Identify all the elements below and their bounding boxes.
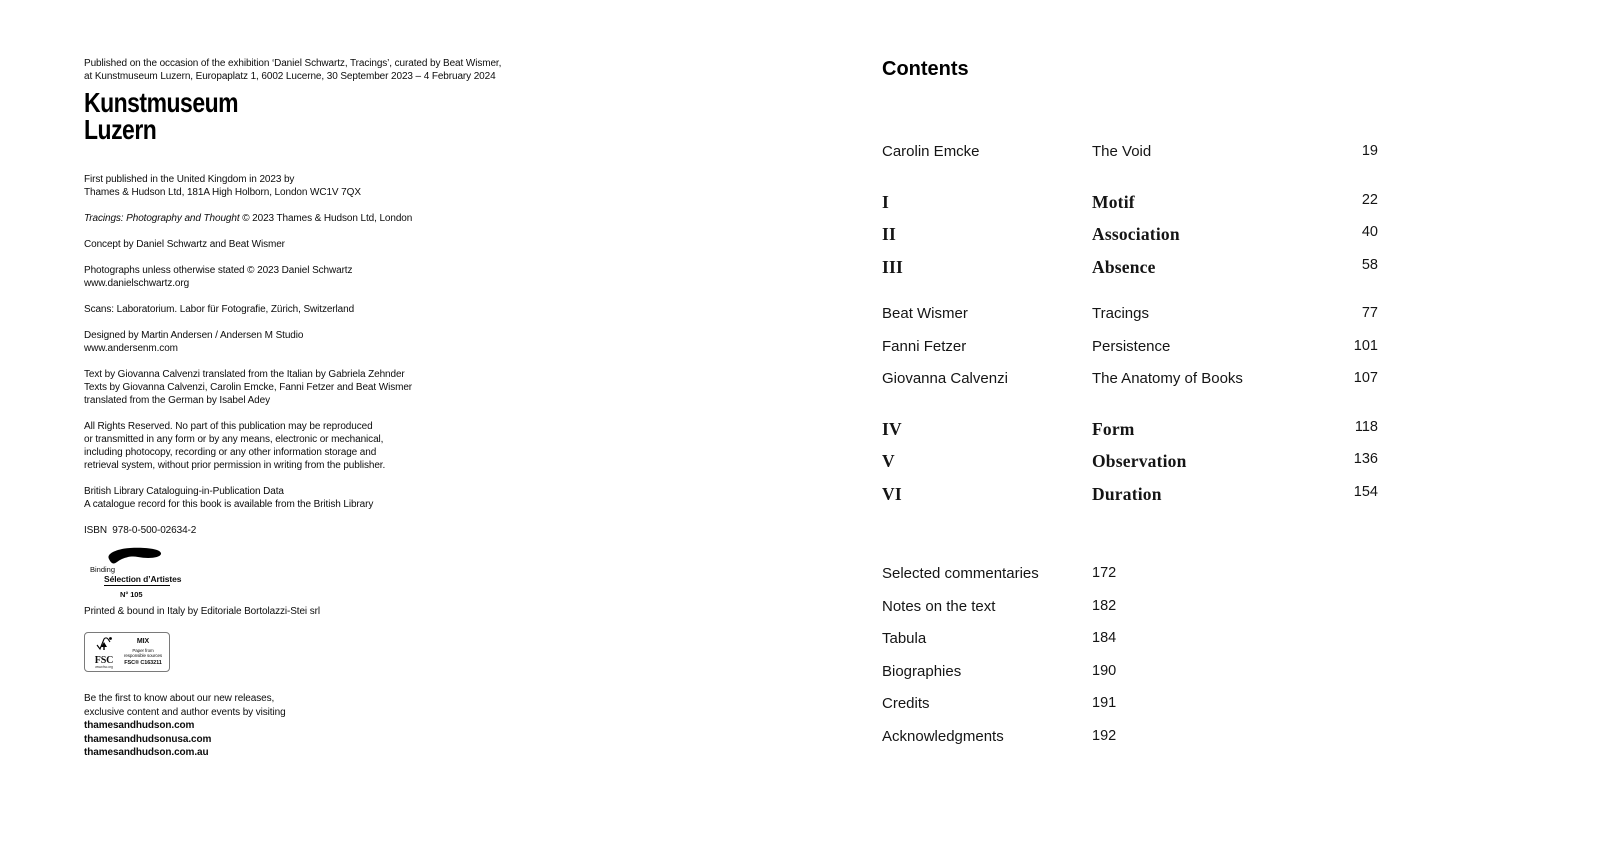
toc-end-row (882, 630, 1378, 663)
binding-name: Sélection d’Artistes (104, 574, 182, 584)
isbn-line: ISBN 978-0-500-02634-2 (84, 525, 197, 536)
fsc-code: FSC® C163211 (124, 659, 162, 666)
toc-page-number: 192 (1092, 727, 1117, 744)
printed-line: Printed & bound in Italy by Editoriale Bortolazzi-Stei srl (84, 606, 320, 617)
designer-url: www.andersenm.com (84, 343, 178, 354)
toc-end-label: Credits (882, 695, 930, 712)
toc-end-row (882, 663, 1378, 696)
fsc-site: www.fsc.org (95, 664, 113, 669)
translation-line3: translated from the German by Isabel Adey (84, 395, 270, 406)
toc-end-label: Biographies (882, 662, 962, 680)
toc-roman-numeral: I (882, 191, 890, 212)
binding-label: Binding (90, 565, 116, 574)
toc-row (882, 224, 1378, 257)
toc-page-number: 77 (1361, 305, 1378, 321)
toc-end-label: Notes on the text (882, 597, 996, 615)
toc-end-label: Selected commentaries (882, 565, 1039, 582)
contents-page (882, 58, 1378, 760)
rights-block (84, 420, 504, 472)
exhibition-note-line1: Published on the occasion of the exhibition ‘Daniel Schwartz, Tracings’, curated by Beat Wismer, (84, 58, 502, 69)
toc-author: Fanni Fetzer (882, 337, 967, 355)
toc-page-number: 190 (1092, 662, 1117, 679)
promo-line2: exclusive content and author events by visiting (84, 706, 286, 718)
toc-chapter-title: Motif (1092, 191, 1135, 212)
fsc-certification-label (84, 632, 170, 672)
toc-page-number: 101 (1353, 337, 1378, 354)
translation-block (84, 368, 504, 407)
exhibition-note (84, 57, 504, 83)
toc-roman-numeral: VI (882, 483, 902, 504)
toc-end-row (882, 565, 1378, 598)
british-library-line2: A catalogue record for this book is available from the British Library (84, 499, 374, 510)
toc-author: Beat Wismer (882, 305, 968, 322)
toc-row (882, 257, 1378, 290)
toc-page-number: 154 (1353, 483, 1378, 500)
toc-page-number: 184 (1092, 630, 1117, 646)
toc-chapter-title: Absence (1092, 256, 1156, 277)
toc-chapter-title: Tracings (1092, 305, 1149, 322)
fsc-paper-line2: responsible sources (123, 652, 163, 658)
photographs-line1: Photographs unless otherwise stated © 2023 Daniel Schwartz (84, 265, 353, 276)
british-library-line1: British Library Cataloguing-in-Publication Data (84, 486, 284, 497)
logo-line2: Luzern (84, 114, 157, 145)
design-line1: Designed by Martin Andersen / Andersen M Studio (84, 330, 304, 341)
kunstmuseum-luzern-logo (84, 89, 428, 143)
design-block (84, 329, 504, 355)
logo-line1: Kunstmuseum (84, 87, 239, 118)
promo-url-au: thamesandhudson.com.au (84, 747, 209, 758)
toc-page-number: 40 (1361, 224, 1378, 240)
toc-roman-numeral: IV (882, 418, 902, 439)
binding-number: N° 105 (120, 590, 143, 599)
toc-end-row (882, 598, 1378, 631)
photographs-block (84, 264, 504, 290)
toc-row (882, 192, 1378, 225)
concept-line: Concept by Daniel Schwartz and Beat Wismer (84, 239, 285, 250)
publisher-line2: Thames & Hudson Ltd, 181A High Holborn, London WC1V 7QX (84, 187, 361, 198)
colophon-page (84, 57, 504, 773)
toc-row (882, 143, 1378, 176)
table-of-contents (882, 143, 1378, 760)
toc-chapter-title: Duration (1092, 483, 1162, 504)
book-title-copyright (84, 212, 504, 225)
translation-line1: Text by Giovanna Calvenzi translated from the Italian by Gabriela Zehnder (84, 369, 405, 380)
toc-page-number: 191 (1092, 695, 1117, 711)
toc-chapter-title: Observation (1092, 451, 1187, 471)
fsc-tree-icon (95, 636, 113, 653)
toc-chapter-title: The Void (1092, 143, 1152, 160)
rights-line1: All Rights Reserved. No part of this publication may be reproduced (84, 421, 373, 432)
toc-end-label: Acknowledgments (882, 727, 1004, 745)
fsc-paper-line1: Paper from (132, 647, 154, 653)
toc-end-row (882, 695, 1378, 728)
toc-row (882, 305, 1378, 338)
publisher-line1: First published in the United Kingdom in 2023 by (84, 174, 295, 185)
fsc-acronym: FSC (94, 654, 114, 666)
promo-line1: Be the first to know about our new releases, (84, 693, 275, 704)
toc-chapter-title: Form (1092, 418, 1135, 439)
scans-line: Scans: Laboratorium. Labor für Fotografie, Zürich, Switzerland (84, 304, 355, 315)
toc-author: Carolin Emcke (882, 143, 980, 160)
book-copyright: © 2023 Thames & Hudson Ltd, London (239, 213, 413, 224)
promo-url-usa: thamesandhudsonusa.com (84, 733, 212, 745)
toc-chapter-title: The Anatomy of Books (1092, 370, 1243, 387)
toc-page-number: 172 (1092, 565, 1117, 581)
binding-rule (104, 585, 170, 586)
toc-row (882, 338, 1378, 371)
toc-page-number: 19 (1361, 143, 1378, 159)
contents-title: Contents (882, 58, 969, 80)
rights-line4: retrieval system, without prior permission in writing from the publisher. (84, 460, 386, 471)
toc-end-label: Tabula (882, 630, 927, 647)
british-library-block (84, 485, 504, 511)
toc-page-number: 136 (1353, 451, 1378, 467)
toc-page-number: 58 (1361, 256, 1378, 273)
toc-roman-numeral: V (882, 451, 895, 471)
toc-page-number: 22 (1361, 191, 1378, 208)
toc-page-number: 182 (1092, 597, 1117, 614)
promo-url-uk: thamesandhudson.com (84, 720, 195, 731)
toc-row (882, 370, 1378, 403)
toc-page-number: 118 (1354, 418, 1378, 435)
photographer-url: www.danielschwartz.org (84, 278, 190, 289)
toc-end-row (882, 728, 1378, 761)
book-title: Tracings: Photography and Thought (84, 213, 240, 224)
exhibition-note-line2: at Kunstmuseum Luzern, Europaplatz 1, 6002 Lucerne, 30 September 2023 – 4 February 2024 (84, 71, 496, 82)
publisher-block (84, 173, 504, 199)
toc-row (882, 451, 1378, 484)
fsc-right-column (120, 638, 166, 667)
binding-logo (84, 546, 204, 599)
fsc-mix-label: MIX (136, 637, 150, 645)
toc-page-number: 107 (1353, 370, 1378, 386)
fsc-left-column (88, 636, 120, 669)
toc-roman-numeral: II (882, 224, 897, 244)
rights-line2: or transmitted in any form or by any means, electronic or mechanical, (84, 434, 384, 445)
toc-author: Giovanna Calvenzi (882, 370, 1008, 387)
promo-block (84, 692, 504, 760)
toc-row (882, 484, 1378, 517)
toc-row (882, 419, 1378, 452)
translation-line2: Texts by Giovanna Calvenzi, Carolin Emcke, Fanni Fetzer and Beat Wismer (84, 382, 413, 393)
toc-chapter-title: Association (1092, 224, 1180, 244)
rights-line3: including photocopy, recording or any other information storage and (84, 447, 377, 458)
toc-chapter-title: Persistence (1092, 337, 1171, 355)
toc-roman-numeral: III (882, 256, 904, 277)
